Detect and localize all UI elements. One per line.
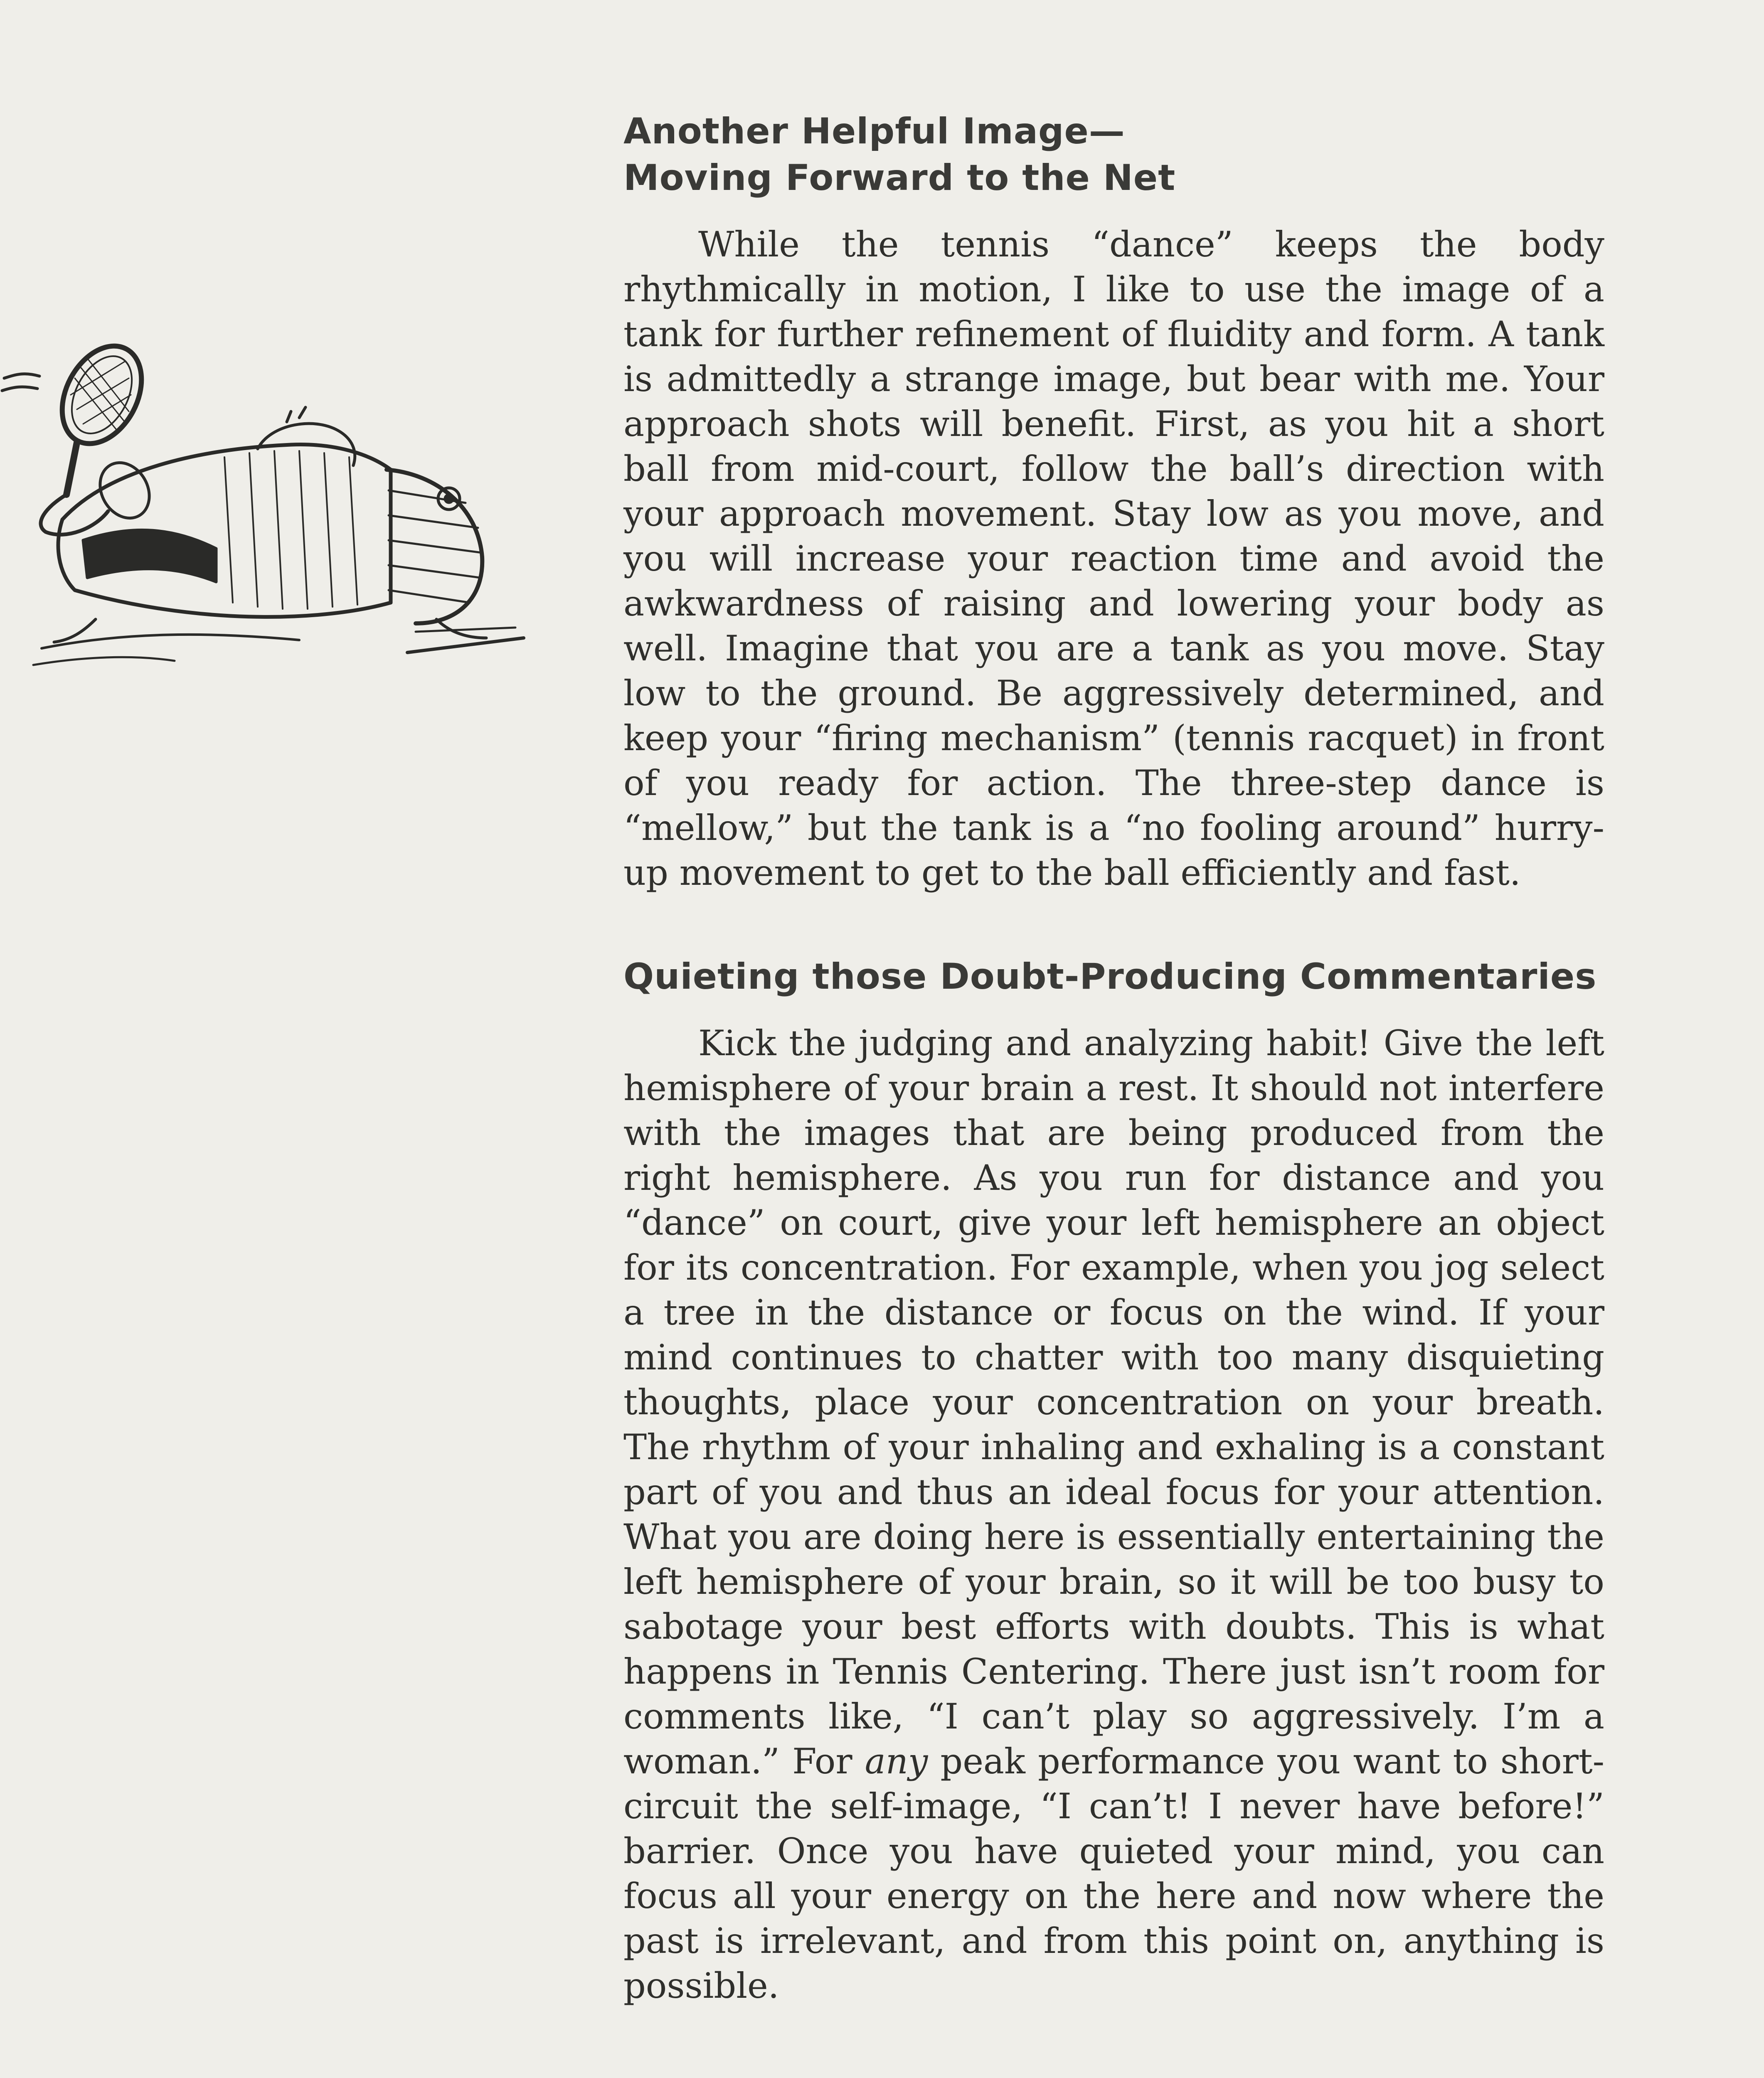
heading-line-2: Moving Forward to the Net (623, 157, 1176, 199)
section-heading-tank (623, 108, 1604, 201)
paragraph-doubt-emphasis: any (865, 1741, 928, 1782)
paragraph-tank: While the tennis “dance” keeps the body rhythmically in motion, I like to use the image of a tank for further refinement of fluidity and form. A tank is admittedly a strange image, but bear with me. Your approach shots will benefit. First, as you hit a short ball from mid-court, follow the ball’s direction with your approach movement. Stay low as you move, and you will increase your reaction time and avoid the awkwardness of raising and lowering your body as well. Imagine that you are a tank as you move. Stay low to the ground. Be aggressively determined, and keep your “firing mechanism” (tennis racquet) in front of you ready for action. The three-step dance is “mellow,” but the tank is a “no fooling around” hurry-up movement to get to the ball efficiently and fast. (623, 224, 1604, 893)
section-heading-doubt: Quieting those Doubt-Producing Commentaries (623, 956, 1597, 997)
tank-tennis-illustration (0, 332, 540, 748)
page-content (623, 108, 1604, 2008)
paragraph-doubt-part2: peak performance you want to short-circuit the self-image, “I can’t! I never have before!” barrier. Once you have quieted your mind, you can focus all your energy on the here and now where the past is irrelevant, and from this point on, anything is possible. (623, 1741, 1604, 2006)
heading-line-1: Another Helpful Image— (623, 111, 1125, 152)
paragraph-doubt (623, 1021, 1604, 2008)
paragraph-doubt-part1: Kick the judging and analyzing habit! Give the left hemisphere of your brain a rest. It should not interfere with the images that are being produced from the right hemisphere. As you run for distance and you “dance” on court, give your left hemisphere an object for its concentration. For example, when you jog select a tree in the distance or focus on the wind. If your mind continues to chatter with too many disquieting thoughts, place your concentration on your breath. The rhythm of your inhaling and exhaling is a constant part of you and thus an ideal focus for your attention. What you are doing here is essentially entertaining the left hemisphere of your brain, so it will be too busy to sabotage your best efforts with doubts. This is what happens in Tennis Centering. There just isn’t room for comments like, “I can’t play so aggressively. I’m a woman.” For (623, 1023, 1604, 1782)
